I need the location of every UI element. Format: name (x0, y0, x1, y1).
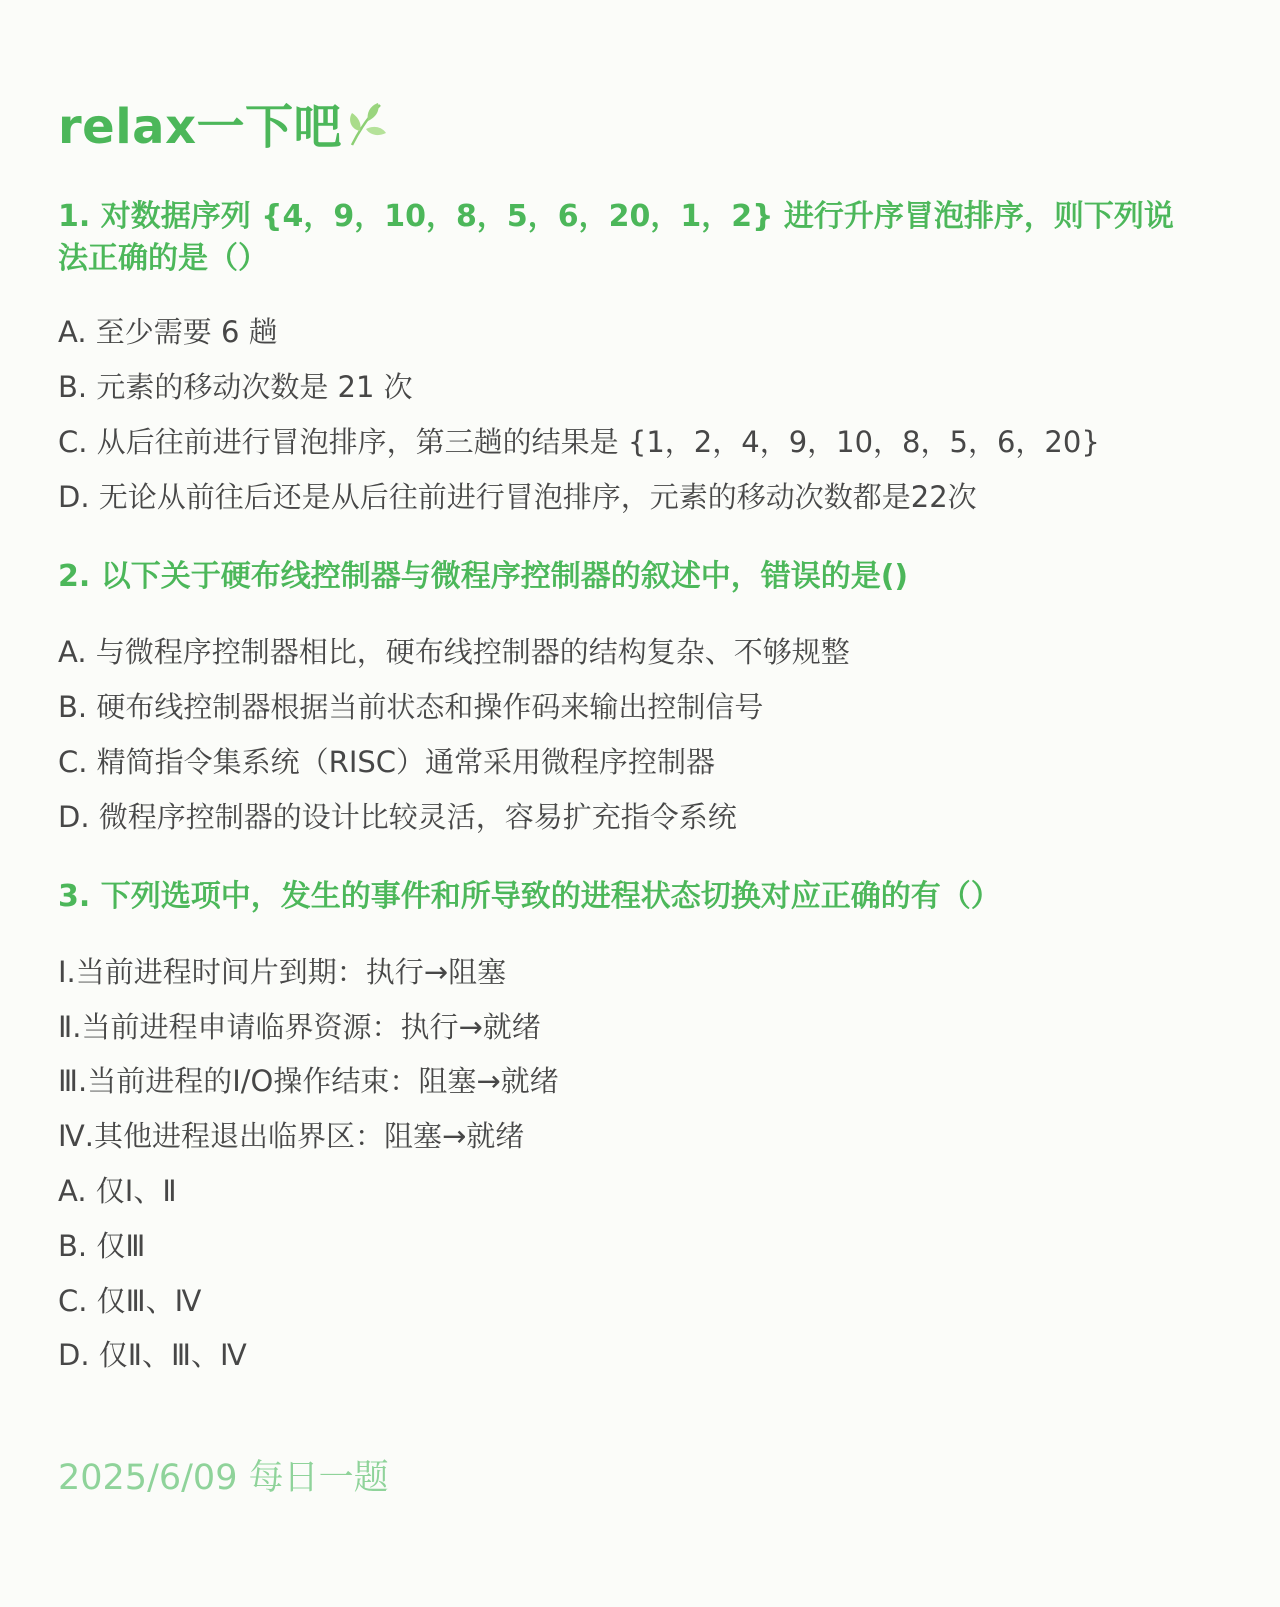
question-2-option-b: B. 硬布线控制器根据当前状态和操作码来输出控制信号 (58, 690, 764, 724)
question-3-statement-3: Ⅲ.当前进程的I/O操作结束：阻塞→就绪 (58, 1064, 559, 1098)
page-title (58, 88, 390, 157)
question-3-statement-4: Ⅳ.其他进程退出临界区：阻塞→就绪 (58, 1119, 525, 1153)
leaf-icon (346, 99, 390, 147)
question-1-option-d: D. 无论从前往后还是从后往前进行冒泡排序，元素的移动次数都是22次 (58, 480, 977, 514)
question-1-option-a: A. 至少需要 6 趟 (58, 315, 278, 349)
question-3-statement-1: Ⅰ.当前进程时间片到期：执行→阻塞 (58, 955, 507, 989)
question-1-option-c: C. 从后往前进行冒泡排序，第三趟的结果是 {1，2，4，9，10，8，5，6，20} (58, 425, 1100, 459)
question-3-statement-2: Ⅱ.当前进程申请临界资源：执行→就绪 (58, 1010, 541, 1044)
question-3-option-a: A. 仅Ⅰ、Ⅱ (58, 1174, 177, 1208)
question-3-option-d: D. 仅Ⅱ、Ⅲ、Ⅳ (58, 1338, 247, 1372)
question-2-option-a: A. 与微程序控制器相比，硬布线控制器的结构复杂、不够规整 (58, 635, 850, 669)
question-1-option-b: B. 元素的移动次数是 21 次 (58, 370, 413, 404)
question-3-option-b: B. 仅Ⅲ (58, 1229, 146, 1263)
question-3-option-c: C. 仅Ⅲ、Ⅳ (58, 1284, 202, 1318)
title-text: relax一下吧 (58, 99, 343, 155)
question-3-prompt: 3. 下列选项中，发生的事件和所导致的进程状态切换对应正确的有（） (58, 879, 1001, 914)
question-1-prompt: 1. 对数据序列 {4，9，10，8，5，6，20，1，2} 进行升序冒泡排序，则下列说法正确的是（） (58, 199, 1174, 276)
question-2-option-d: D. 微程序控制器的设计比较灵活，容易扩充指令系统 (58, 800, 737, 834)
question-2-option-c: C. 精简指令集系统（RISC）通常采用微程序控制器 (58, 745, 716, 779)
footer-date: 2025/6/09 每日一题 (58, 1458, 389, 1498)
question-2-prompt: 2. 以下关于硬布线控制器与微程序控制器的叙述中，错误的是() (58, 559, 909, 594)
